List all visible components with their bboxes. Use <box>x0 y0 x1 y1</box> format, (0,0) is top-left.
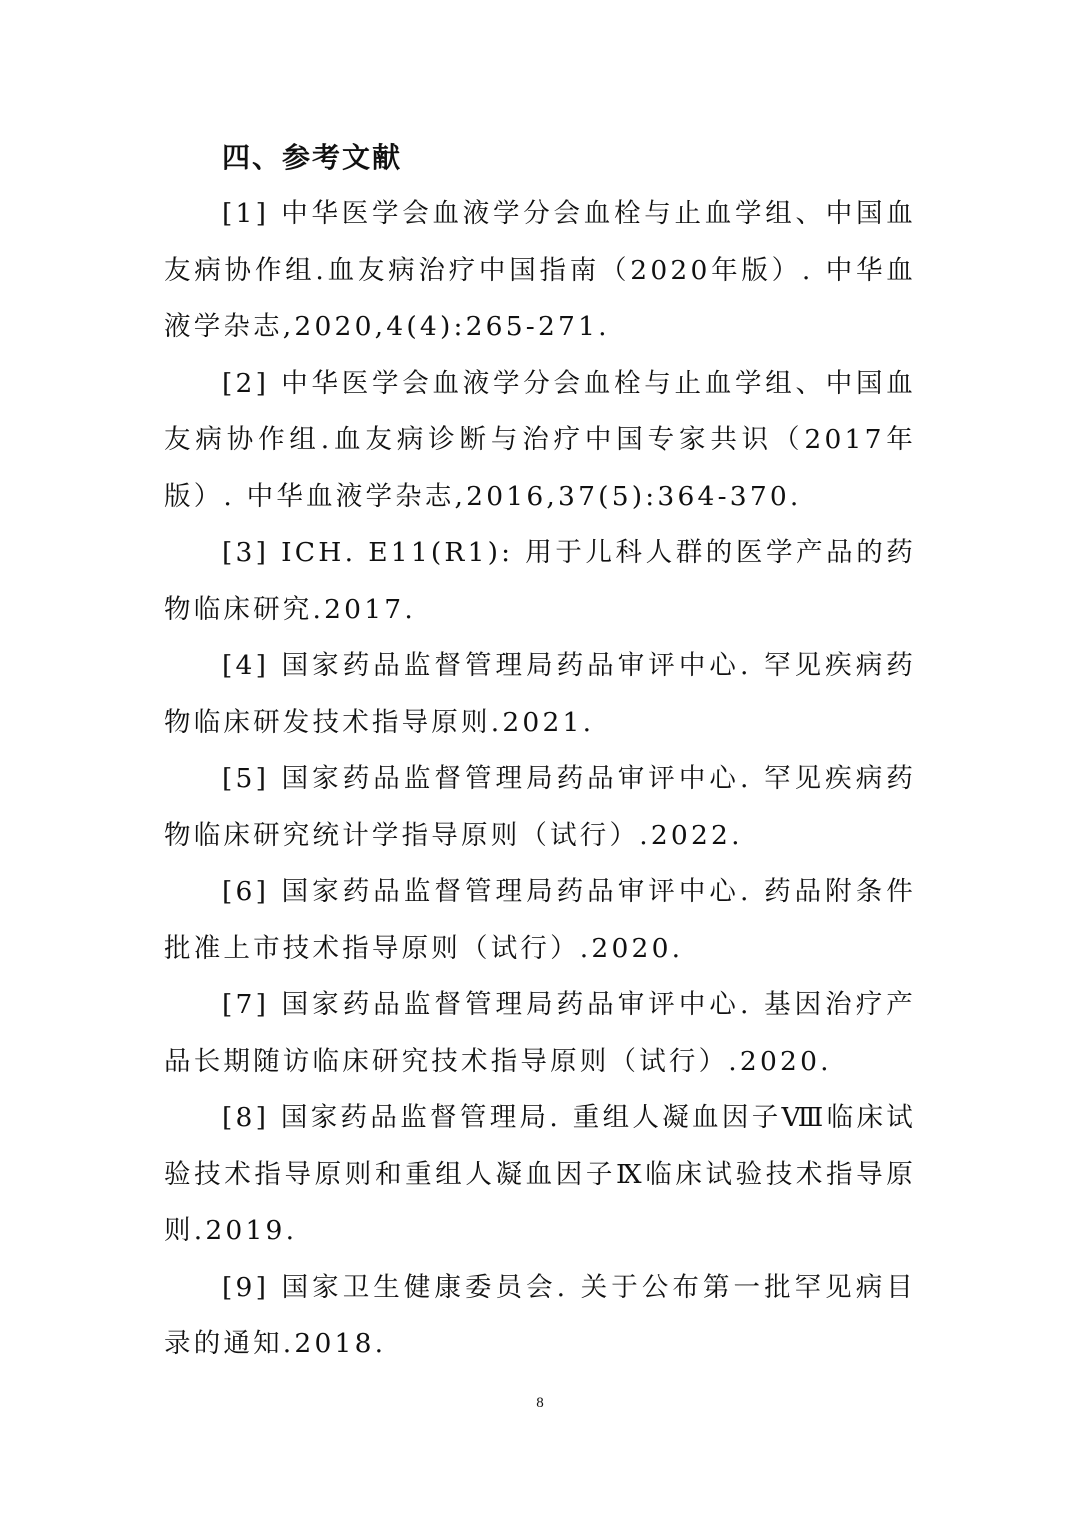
reference-item: [6] 国家药品监督管理局药品审评中心. 药品附条件批准上市技术指导原则（试行）.2020. <box>164 876 916 964</box>
reference-item: [5] 国家药品监督管理局药品审评中心. 罕见疾病药物临床研究统计学指导原则（试行）.2022. <box>164 763 916 851</box>
reference-item: [8] 国家药品监督管理局. 重组人凝血因子Ⅷ临床试验技术指导原则和重组人凝血因子Ⅸ临床试验技术指导原则.2019. <box>164 1102 916 1246</box>
reference-item: [1] 中华医学会血液学分会血栓与止血学组、中国血友病协作组.血友病治疗中国指南（2020年版）. 中华血液学杂志,2020,4(4):265-271. <box>164 198 916 342</box>
reference-item: [2] 中华医学会血液学分会血栓与止血学组、中国血友病协作组.血友病诊断与治疗中国专家共识（2017年版）. 中华血液学杂志,2016,37(5):364-370. <box>164 367 916 512</box>
section-title: 四、参考文献 <box>222 141 403 174</box>
page-number: 8 <box>536 1395 544 1411</box>
reference-item: [9] 国家卫生健康委员会. 关于公布第一批罕见病目录的通知.2018. <box>164 1271 916 1359</box>
reference-item: [4] 国家药品监督管理局药品审评中心. 罕见疾病药物临床研发技术指导原则.2021. <box>164 650 916 738</box>
reference-item: [3] ICH. E11(R1): 用于儿科人群的医学产品的药物临床研究.2017. <box>164 537 916 625</box>
references-section <box>164 130 916 1373</box>
reference-item: [7] 国家药品监督管理局药品审评中心. 基因治疗产品长期随访临床研究技术指导原则（试行）.2020. <box>164 989 916 1077</box>
